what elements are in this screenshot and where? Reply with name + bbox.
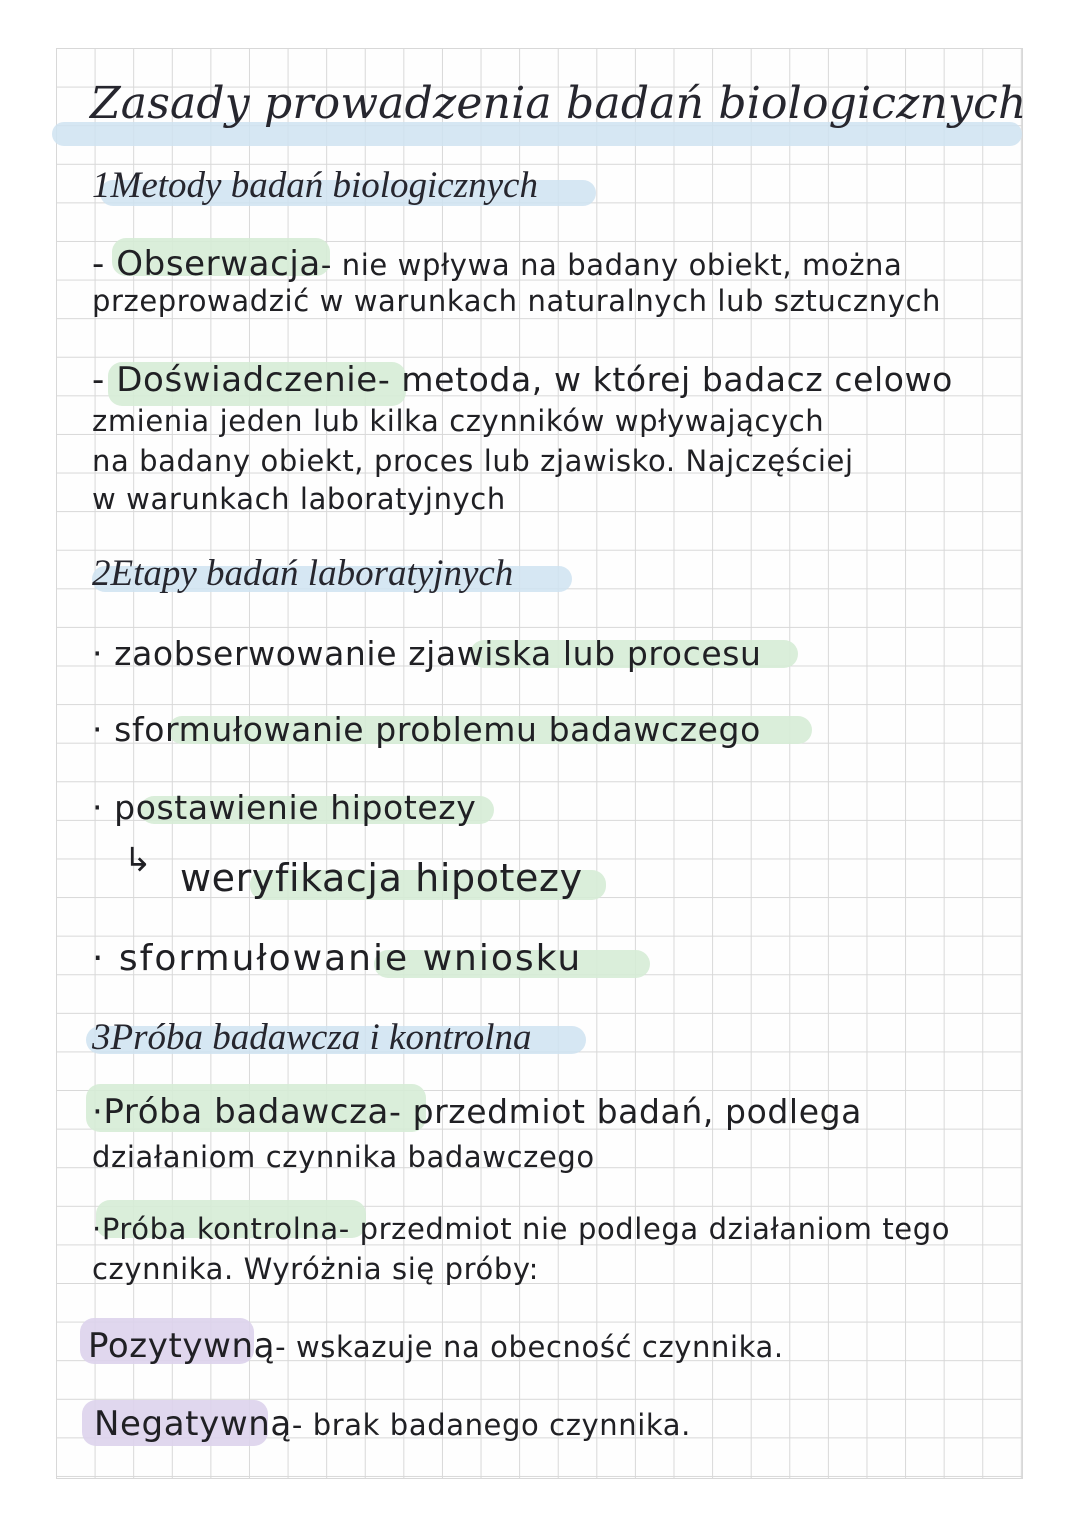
observation-line-2: przeprowadzić w warunkach naturalnych lub sztucznych — [92, 284, 941, 318]
stage-step-3: · postawienie hipotezy — [92, 788, 477, 827]
section-number: 1 — [92, 165, 111, 206]
research-line-2: działaniom czynnika badawczego — [92, 1140, 595, 1174]
negative-term: Negatywną — [94, 1404, 292, 1444]
page-title: Zasady prowadzenia badań biologicznych — [90, 78, 1027, 129]
observation-line-1 — [92, 244, 902, 284]
stage-step-2: · sformułowanie problemu badawczego — [92, 710, 761, 749]
control-line-2: czynnika. Wyróżnia się próby: — [92, 1252, 539, 1286]
section-heading-2 — [92, 552, 513, 595]
positive-line — [88, 1326, 784, 1366]
arrow-icon: ↳ — [124, 840, 153, 879]
observation-term: - Obserwacja — [92, 244, 321, 284]
section-heading-3 — [92, 1016, 532, 1059]
experiment-line-1 — [92, 360, 953, 400]
positive-text: - wskazuje na obecność czynnika. — [275, 1330, 784, 1364]
section-title: Próba badawcza i kontrolna — [110, 1017, 532, 1058]
section-number: 2 — [92, 553, 111, 594]
experiment-term: - Doświadczenie — [92, 360, 378, 400]
negative-text: - brak badanego czynnika. — [291, 1408, 691, 1442]
research-term: ·Próba badawcza — [92, 1092, 389, 1132]
stage-step-1: · zaobserwowanie zjawiska lub procesu — [92, 634, 762, 673]
section-title: Etapy badań laboratyjnych — [110, 553, 514, 594]
experiment-line-3: na badany obiekt, proces lub zjawisko. Najczęściej — [92, 444, 854, 478]
research-line-1 — [92, 1092, 862, 1132]
stage-step-3b: weryfikacja hipotezy — [180, 856, 583, 900]
section-heading-1 — [92, 164, 538, 207]
negative-line — [94, 1404, 691, 1444]
section-title: Metody badań biologicznych — [110, 165, 538, 206]
control-term: ·Próba kontrolna — [92, 1212, 339, 1246]
section-number: 3 — [92, 1017, 111, 1058]
control-text: - przedmiot nie podlega działaniom tego — [338, 1212, 951, 1246]
experiment-line-4: w warunkach laboratyjnych — [92, 482, 506, 516]
research-text: - przedmiot badań, podlega — [389, 1092, 862, 1131]
observation-text: - nie wpływa na badany obiekt, można — [320, 248, 903, 282]
control-line-1 — [92, 1212, 950, 1246]
experiment-line-2: zmienia jeden lub kilka czynników wpływających — [92, 404, 825, 438]
stage-step-4: · sformułowanie wniosku — [92, 938, 583, 979]
experiment-text: - metoda, w której badacz celowo — [377, 360, 953, 399]
positive-term: Pozytywną — [88, 1326, 276, 1366]
